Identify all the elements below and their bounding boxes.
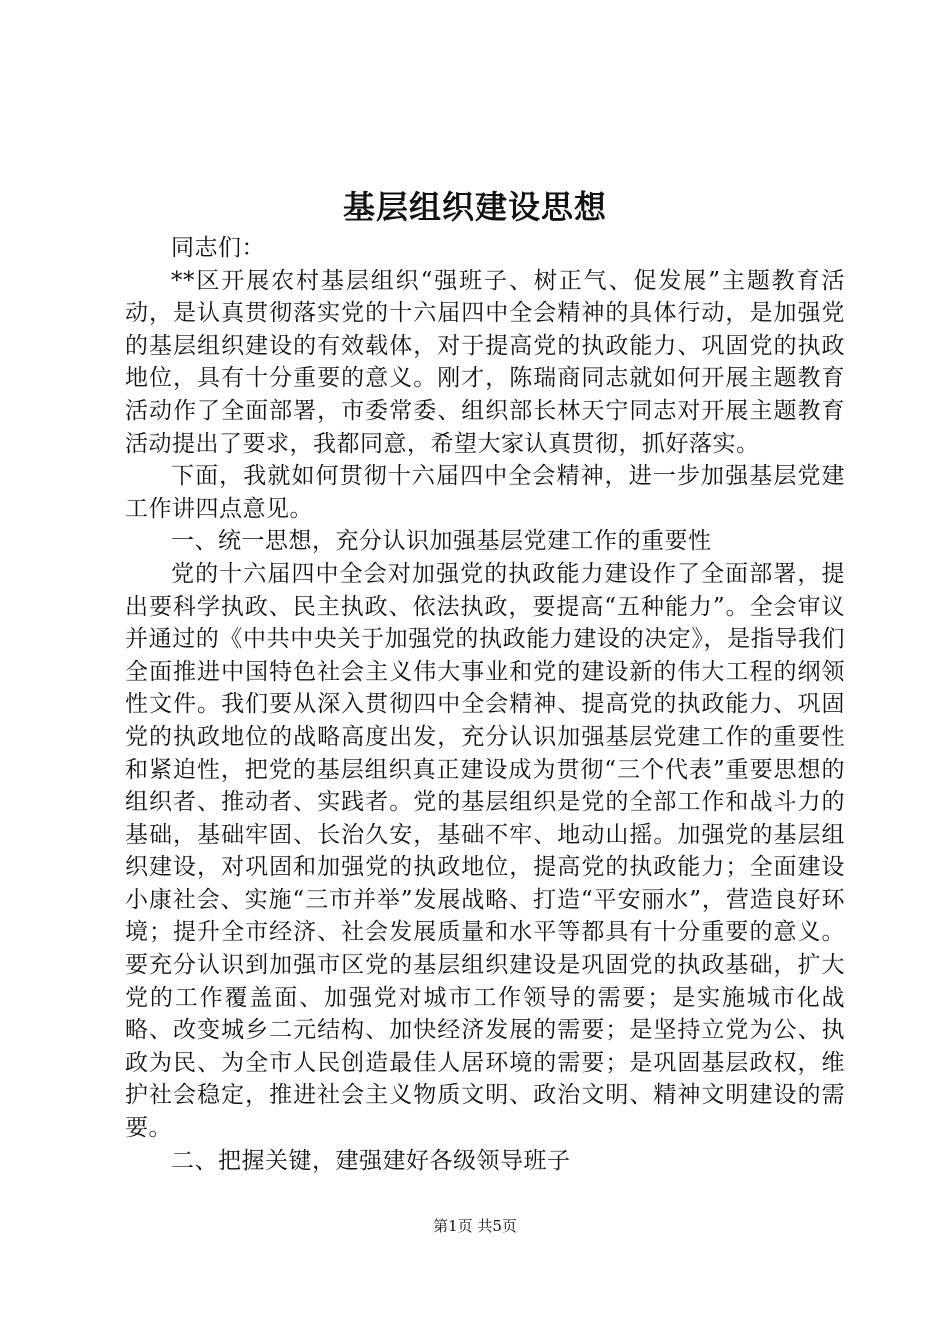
paragraph-section-1-body: 党的十六届四中全会对加强党的执政能力建设作了全面部署，提出要科学执政、民主执政、依法执政，要提高“五种能力”。全会审议并通过的《中共中央关于加强党的执政能力建设的决定》，是指导我们全面推进中国特色社会主义伟大事业和党的建设新的伟大工程的纲领性文件。我们要从深入贯彻四中全会精神、提高党的执政能力、巩固党的执政地位的战略高度出发，充分认识加强基层党建工作的重要性和紧迫性，把党的基层组织真正建设成为贯彻“三个代表”重要思想的组织者、推动者、实践者。党的基层组织是党的全部工作和战斗力的基础，基础牢固、长治久安，基础不牢、地动山摇。加强党的基层组织建设，对巩固和加强党的执政地位，提高党的执政能力；全面建设小康社会、实施“三市并举”发展战略、打造“平安丽水”，营造良好环境；提升全市经济、社会发展质量和水平等都具有十分重要的意义。要充分认识到加强市区党的基层组织建设是巩固党的执政基础，扩大党的工作覆盖面、加强党对城市工作领导的需要；是实施城市化战略、改变城乡二元结构、加快经济发展的需要；是坚持立党为公、执政为民、为全市人民创造最佳人居环境的需要；是巩固基层政权，维护社会稳定，推进社会主义物质文明、政治文明、精神文明建设的需要。: [125, 560, 845, 1142]
document-title: 基层组织建设思想: [342, 188, 607, 226]
section-heading-2: 二、把握关键，建强建好各级领导班子: [171, 1147, 571, 1174]
document-body: [125, 232, 845, 1177]
paragraph-salutation: 同志们：: [171, 235, 265, 261]
paragraph-transition: 下面，我就如何贯彻十六届四中全会精神，进一步加强基层党建工作讲四点意见。: [125, 463, 845, 522]
page-number-footer: 第1页 共5页: [433, 1217, 517, 1235]
section-heading-1: 一、统一思想，充分认识加强基层党建工作的重要性: [171, 528, 712, 555]
paragraph-intro: **区开展农村基层组织“强班子、树正气、促发展”主题教育活动，是认真贯彻落实党的十六届四中全会精神的具体行动，是加强党的基层组织建设的有效载体，对于提高党的执政能力、巩固党的执政地位，具有十分重要的意义。刚才，陈瑞商同志就如何开展主题教育活动作了全面部署，市委常委、组织部长林天宁同志对开展主题教育活动提出了要求，我都同意，希望大家认真贯彻，抓好落实。: [125, 267, 845, 457]
